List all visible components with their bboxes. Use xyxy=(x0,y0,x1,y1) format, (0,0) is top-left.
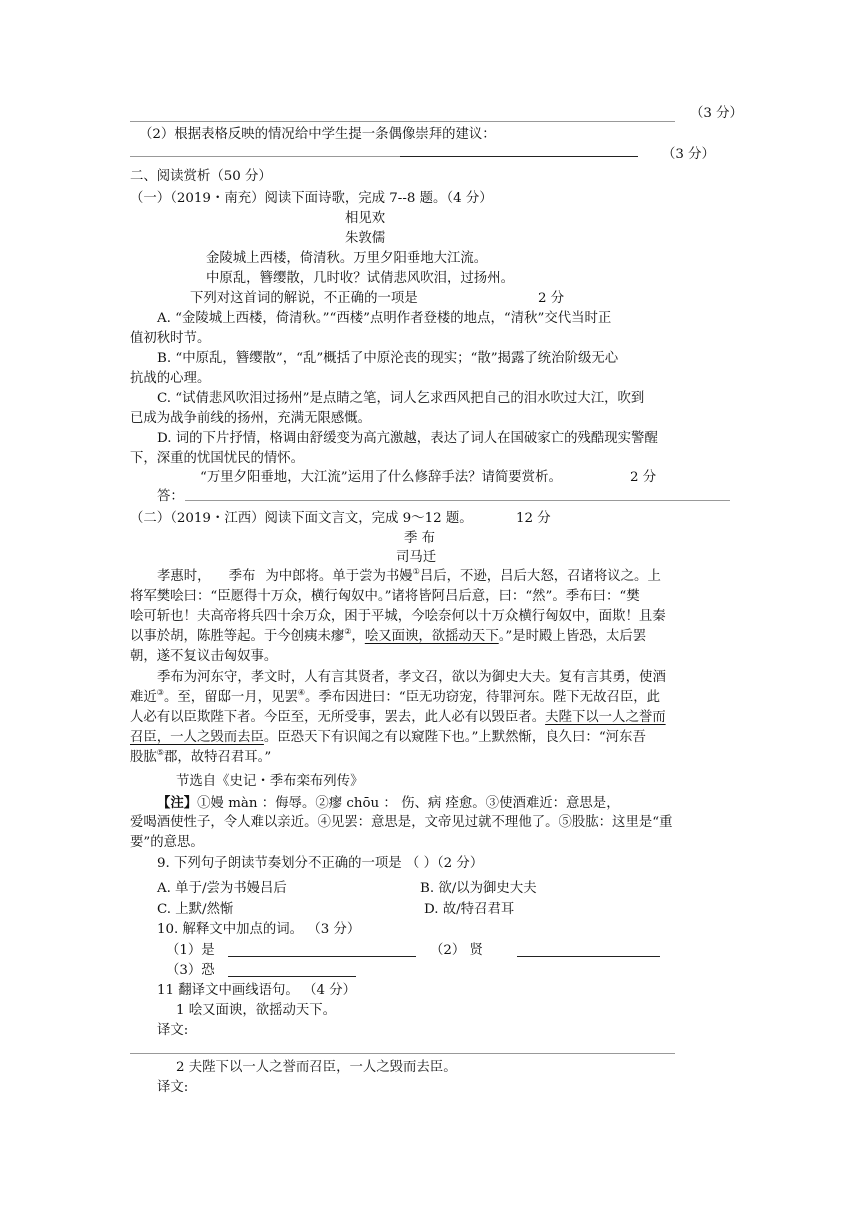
choice-d: D. 故/特召君耳 xyxy=(424,902,515,917)
question-stem: 9. 下列句子朗读节奏划分不正确的一项是 （ ）（2 分） xyxy=(157,856,484,871)
choice-a: A. 单于/尝为书嫚吕后 xyxy=(157,881,287,896)
section-heading: 二、阅读赏析（50 分） xyxy=(130,169,272,184)
passage-text: 吕后，不逊，吕后大怒，召诸将议之。上 xyxy=(419,569,661,584)
option-a-cont: 值初秋时节。 xyxy=(130,331,211,346)
question-score: 2 分 xyxy=(538,291,565,306)
translation-label: 译文: xyxy=(157,1080,189,1095)
footnote-marker: ② xyxy=(344,627,352,636)
question-stem: 10. 解释文中加点的词。 （3 分） xyxy=(157,922,361,937)
note-line: 爱喝酒使性子，令人难以亲近。④见罢：意思是，文帝见过就不理他了。⑤股肱：这里是“重 xyxy=(130,815,673,830)
note-label: 【注】 xyxy=(157,795,198,811)
poem-title: 相见欢 xyxy=(345,211,386,226)
footnote-marker: ⑤ xyxy=(156,748,164,757)
option-c: C. “试倩悲风吹泪过扬州”是点睛之笔，词人乞求西风把自己的泪水吹过大江，吹到 xyxy=(157,391,645,406)
answer-blank[interactable] xyxy=(517,956,660,957)
answer-line-mid xyxy=(130,156,400,157)
passage-line: 季布为河东守，孝文时，人有言其贤者，孝文召，欲以为御史大夫。复有言其勇，使酒 xyxy=(157,670,666,685)
question-stem: 下列对这首词的解说，不正确的一项是 xyxy=(190,291,418,306)
part2-intro: （二）（2019・江西）阅读下面文言文，完成 9～12 题。 xyxy=(130,511,473,526)
underlined-sentence: 夫陛下以一人之誉而 xyxy=(545,710,666,725)
option-c-cont: 已成为战争前线的扬州，充满无限感慨。 xyxy=(130,411,372,426)
choice-c: C. 上默/然惭 xyxy=(157,902,234,917)
translation-line[interactable] xyxy=(130,1053,675,1054)
passage-line xyxy=(130,749,271,767)
poem-line: 中原乱，簪缨散，几时收？试倩悲风吹泪，过扬州。 xyxy=(206,271,514,286)
option-b: B. “中原乱，簪缨散”，“乱”概括了中原沦丧的现实；“散”揭露了统治阶级无心 xyxy=(157,351,619,366)
passage-text: 。臣恐天下有识闻之有以窥陛下也。”上默然惭，良久曰：“河东吾 xyxy=(263,730,646,745)
underlined-sentence: 哙又面谀，欲摇动天下 xyxy=(364,629,499,644)
passage-line xyxy=(130,729,646,747)
note-line xyxy=(157,794,620,813)
footnote-marker: ③ xyxy=(156,688,164,697)
passage-text: 人必有以臣欺陛下者。今臣至，无所受事，罢去，此人必有以毁臣者。 xyxy=(130,710,546,725)
sub-question: （1）是 xyxy=(166,943,215,958)
poem-author: 朱敦儒 xyxy=(345,231,386,246)
text-author: 司马迁 xyxy=(396,550,437,565)
choice-b: B. 欲/以为御史大夫 xyxy=(420,881,537,896)
passage-text: 难近 xyxy=(130,690,157,705)
note-line: 要”的意思。 xyxy=(130,835,204,850)
passage-text: 季布 xyxy=(228,569,256,584)
part2-score: 12 分 xyxy=(516,511,551,526)
passage-line xyxy=(130,689,660,707)
footnote-marker: ① xyxy=(412,567,420,576)
answer-line-top xyxy=(130,121,675,122)
question-score: 2 分 xyxy=(630,470,657,485)
passage-text: 为中郎将。单于尝为书嫚 xyxy=(265,569,413,584)
translate-item: 2 夫陛下以一人之誉而召臣，一人之毁而去臣。 xyxy=(176,1060,457,1075)
question-stem: “万里夕阳垂地，大江流”运用了什么修辞手法？请简要赏析。 xyxy=(200,470,562,485)
footnote-marker: ④ xyxy=(297,688,306,697)
passage-line xyxy=(157,568,661,586)
passage-text: 以事於胡，陈胜等起。于今创痍未瘳 xyxy=(130,629,345,644)
option-b-cont: 抗战的心理。 xyxy=(130,371,211,386)
answer-line[interactable] xyxy=(185,500,730,501)
poem-line: 金陵城上西楼，倚清秋。万里夕阳垂地大江流。 xyxy=(206,251,488,266)
passage-line: 将军樊哙曰：“臣愿得十万众，横行匈奴中。”诸将皆阿吕后意，曰：“然”。季布曰：“樊 xyxy=(130,589,640,604)
answer-label: 答： xyxy=(157,489,184,504)
text-title: 季 布 xyxy=(404,531,436,546)
sub-question: （2） 贤 xyxy=(430,943,483,958)
passage-text: 。季布因进曰：“臣无功窃宠，待罪河东。陛下无故召臣，此 xyxy=(305,690,661,705)
underlined-sentence: 召臣，一人之毁而去臣 xyxy=(130,730,264,745)
score-label: （3 分） xyxy=(690,106,743,121)
source-line: 节选自《史记・季布栾布列传》 xyxy=(176,774,364,789)
passage-text: 。”是时殿上皆恐，太后罢 xyxy=(498,629,647,644)
note-text: ①嫚 màn ：侮辱。②瘳 chōu ： 伤、病 痊愈。③使酒难近：意思是， xyxy=(197,796,620,811)
answer-blank[interactable] xyxy=(228,976,356,977)
passage-text: 孝惠时， xyxy=(157,569,211,584)
answer-blank[interactable] xyxy=(228,956,416,957)
option-d: D. 词的下片抒情，格调由舒缓变为高亢激越，表达了词人在国破家亡的残酷现实警醒 xyxy=(157,431,658,446)
translation-label: 译文: xyxy=(157,1023,189,1038)
passage-text: 股肱 xyxy=(130,750,157,765)
answer-line-blank xyxy=(400,156,638,157)
passage-line xyxy=(130,709,666,727)
part1-intro: （一）（2019・南充）阅读下面诗歌，完成 7--8 题。（4 分） xyxy=(130,191,493,206)
passage-line: 哙可斩也！夫高帝将兵四十余万众，困于平城，今哙奈何以十万众横行匈奴中，面欺！且秦 xyxy=(130,609,666,624)
sub-question: （3）恐 xyxy=(166,963,215,978)
passage-text: 。至，留邸一月，见罢 xyxy=(163,690,298,705)
option-a: A. “金陵城上西楼，倚清秋。”“西楼”点明作者登楼的地点，“清秋”交代当时正 xyxy=(157,311,612,326)
question-text: （2）根据表格反映的情况给中学生提一条偶像崇拜的建议： xyxy=(139,127,496,142)
question-stem: 11 翻译文中画线语句。 （4 分） xyxy=(157,983,357,998)
passage-text: 郡，故特召君耳。” xyxy=(163,750,272,765)
option-d-cont: 下，深重的忧国忧民的情怀。 xyxy=(130,451,305,466)
translate-item: 1 哙又面谀，欲摇动天下。 xyxy=(176,1003,337,1018)
passage-line: 朝，遂不复议击匈奴事。 xyxy=(130,649,278,664)
passage-line xyxy=(130,628,646,646)
passage-text: ， xyxy=(351,629,365,644)
score-label: （3 分） xyxy=(662,147,715,162)
